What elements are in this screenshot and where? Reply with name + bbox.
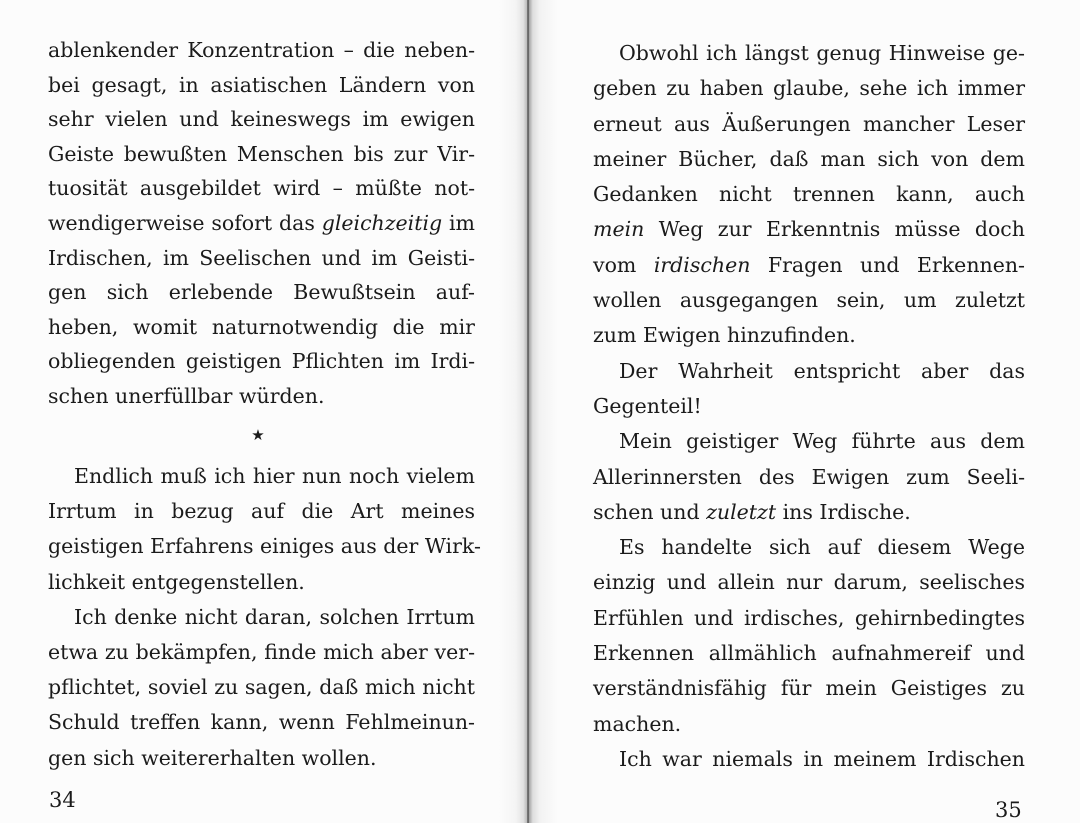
text-line: Ich war niemals in meinem Irdischen [619, 746, 1025, 771]
text-line: Endlich muß ich hier nun noch vielem [74, 464, 475, 488]
section-separator-star: ★ [251, 426, 265, 444]
emphasis-text: zuletzt [706, 499, 777, 524]
page-number-right: 35 [995, 798, 1022, 822]
text-line: geistigen Erfahrens einiges aus der Wirk- [48, 534, 481, 559]
text-line: pflichtet, soviel zu sagen, daß mich nicht [48, 675, 475, 700]
text-line: Ich denke nicht daran, solchen Irrtum [74, 604, 475, 629]
left-page [0, 0, 528, 823]
left-page-upper-paragraph [48, 33, 475, 414]
text-line: Schuld treffen kann, wenn Fehlmeinun- [48, 710, 475, 735]
text-line-mixed [593, 248, 1025, 283]
text-line: obliegenden geistigen Pflichten im Irdi- [48, 349, 475, 374]
text-run: wendigerweise sofort das [48, 210, 322, 235]
text-run: ins Irdische. [776, 499, 911, 524]
emphasis-text: mein [593, 217, 645, 242]
text-line: einzig und allein nur darum, seelisches [593, 570, 1025, 595]
text-run: schen und [593, 499, 707, 524]
text-line: Gedanken nicht trennen kann, auch [593, 182, 1025, 207]
text-run: vom [593, 252, 654, 277]
text-run: im [442, 210, 475, 235]
text-line: bei gesagt, in asiatischen Ländern von [48, 72, 475, 97]
text-line-mixed [48, 206, 475, 241]
text-line: gen sich weitererhalten wollen. [48, 745, 377, 770]
text-line: meiner Bücher, daß man sich von dem [593, 146, 1025, 171]
text-line: heben, womit naturnotwendig die mir [48, 314, 475, 339]
text-line: Erkennen allmählich aufnahmereif und [593, 641, 1025, 666]
text-line: Der Wahrheit entspricht aber das [619, 358, 1025, 383]
text-line: gen sich erlebende Bewußtsein auf- [48, 280, 475, 305]
text-run: Weg zur Erkenntnis müsse doch [644, 217, 1025, 242]
text-line: schen unerfüllbar würden. [48, 383, 325, 408]
text-line: Obwohl ich längst genug Hinweise ge- [619, 41, 1025, 65]
text-line: Irrtum in bezug auf die Art meines [48, 499, 475, 524]
emphasis-text: gleichzeitig [321, 210, 443, 235]
text-line: geben zu haben glaube, sehe ich immer [593, 76, 1025, 101]
text-line: Geiste bewußten Menschen bis zur Vir- [48, 141, 475, 166]
text-line: ablenkender Konzentration – die neben- [48, 38, 475, 62]
text-line: etwa zu bekämpfen, finde mich aber ver- [48, 640, 475, 665]
text-line: wollen ausgegangen sein, um zuletzt [593, 288, 1025, 313]
text-line: Gegenteil! [593, 393, 702, 418]
book-gutter-shadow [498, 0, 558, 823]
text-line: Irdischen, im Seelischen und im Geisti- [48, 245, 475, 270]
text-line: Erfühlen und irdisches, gehirnbedingtes [593, 605, 1025, 630]
text-line: Allerinnersten des Ewigen zum Seeli- [593, 464, 1025, 489]
text-line: machen. [593, 711, 682, 736]
page-number-left: 34 [49, 788, 76, 812]
text-line-mixed [593, 212, 1025, 247]
emphasis-text: irdischen [653, 252, 751, 277]
left-page-lower-paragraphs [48, 459, 481, 776]
text-line: lichkeit entgegenstellen. [48, 569, 305, 594]
text-line-mixed [593, 495, 1025, 530]
text-line: tuosität ausgebildet wird – müßte not- [48, 176, 475, 201]
right-page-text [593, 36, 1025, 777]
text-line: Mein geistiger Weg führte aus dem [619, 429, 1025, 454]
text-line: Es handelte sich auf diesem Wege [619, 535, 1025, 560]
text-line: erneut aus Äußerungen mancher Leser [593, 111, 1025, 136]
text-line: verständnisfähig für mein Geistiges zu [593, 676, 1025, 701]
text-line: zum Ewigen hinzufinden. [593, 323, 856, 348]
text-line: sehr vielen und keineswegs im ewigen [48, 107, 475, 132]
text-run: Fragen und Erkennen- [750, 252, 1025, 277]
